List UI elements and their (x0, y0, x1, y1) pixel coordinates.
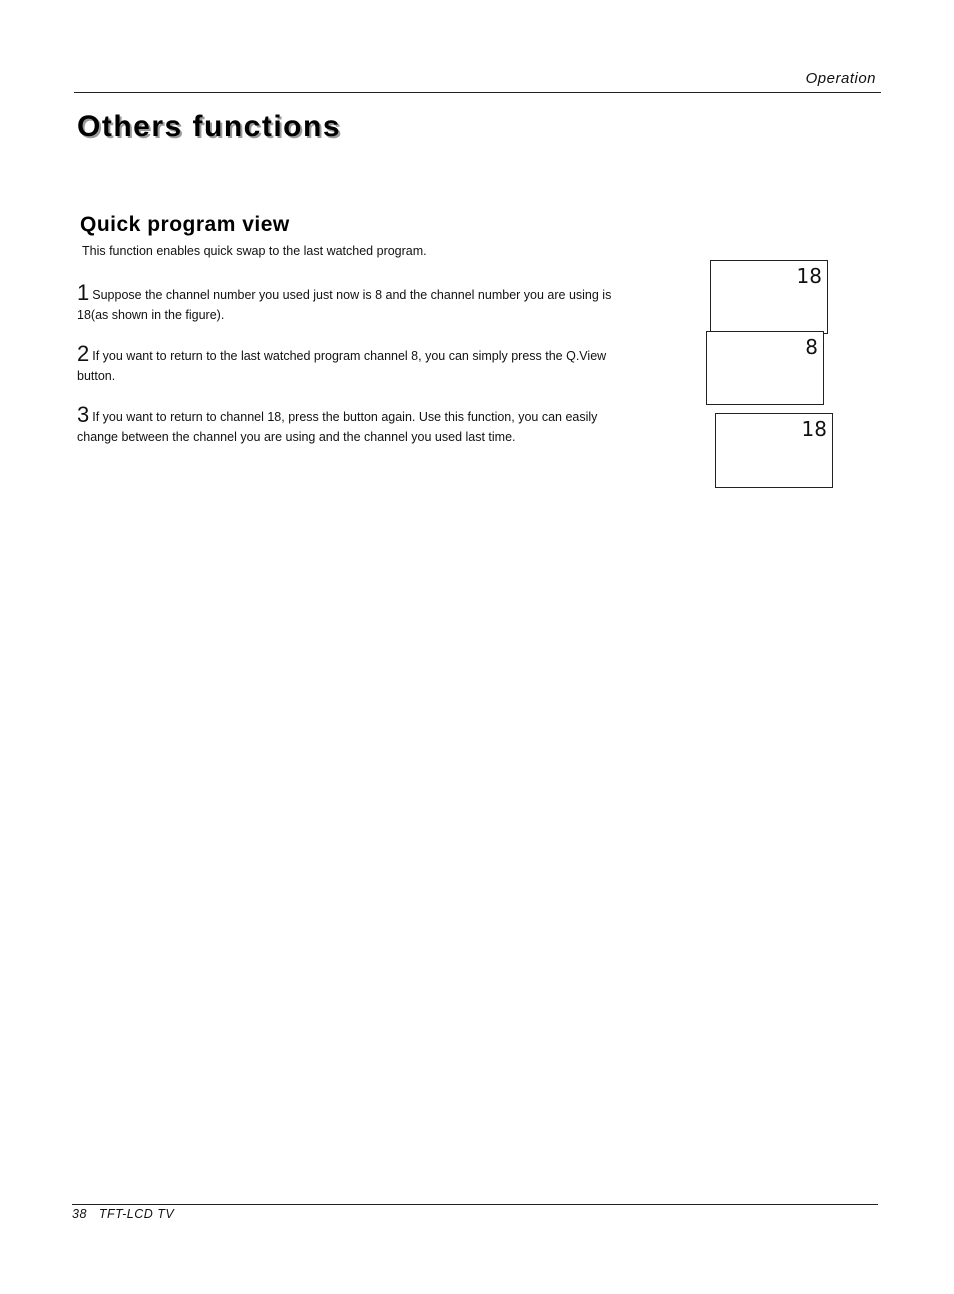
section-title: Quick program view (80, 213, 290, 236)
step-1 (77, 280, 622, 325)
header-divider (74, 92, 881, 93)
step-2 (77, 341, 622, 386)
step-number: 3 (77, 402, 90, 427)
step-number: 1 (77, 280, 90, 305)
step-text: Suppose the channel number you used just now is 8 and the channel number you are using is 18(as shown in the figure). (77, 288, 612, 322)
step-3 (77, 402, 622, 447)
footer-page-label: 38 TFT-LCD TV (72, 1207, 175, 1221)
channel-number: 8 (805, 335, 818, 359)
tv-screen-2 (706, 331, 824, 405)
section-intro: This function enables quick swap to the last watched program. (82, 244, 427, 258)
step-text: If you want to return to channel 18, press the button again. Use this function, you can easily change between the channel you are using and the channel you used last time. (77, 410, 598, 444)
tv-screen-1 (710, 260, 828, 334)
tv-screen-3 (715, 413, 833, 488)
header-section-label: Operation (805, 70, 876, 87)
channel-number: 18 (801, 417, 827, 441)
footer-divider (72, 1204, 878, 1205)
page-title: Others functions (77, 110, 342, 143)
step-text: If you want to return to the last watched program channel 8, you can simply press the Q.View button. (77, 349, 607, 383)
step-number: 2 (77, 341, 90, 366)
channel-number: 18 (796, 264, 822, 288)
